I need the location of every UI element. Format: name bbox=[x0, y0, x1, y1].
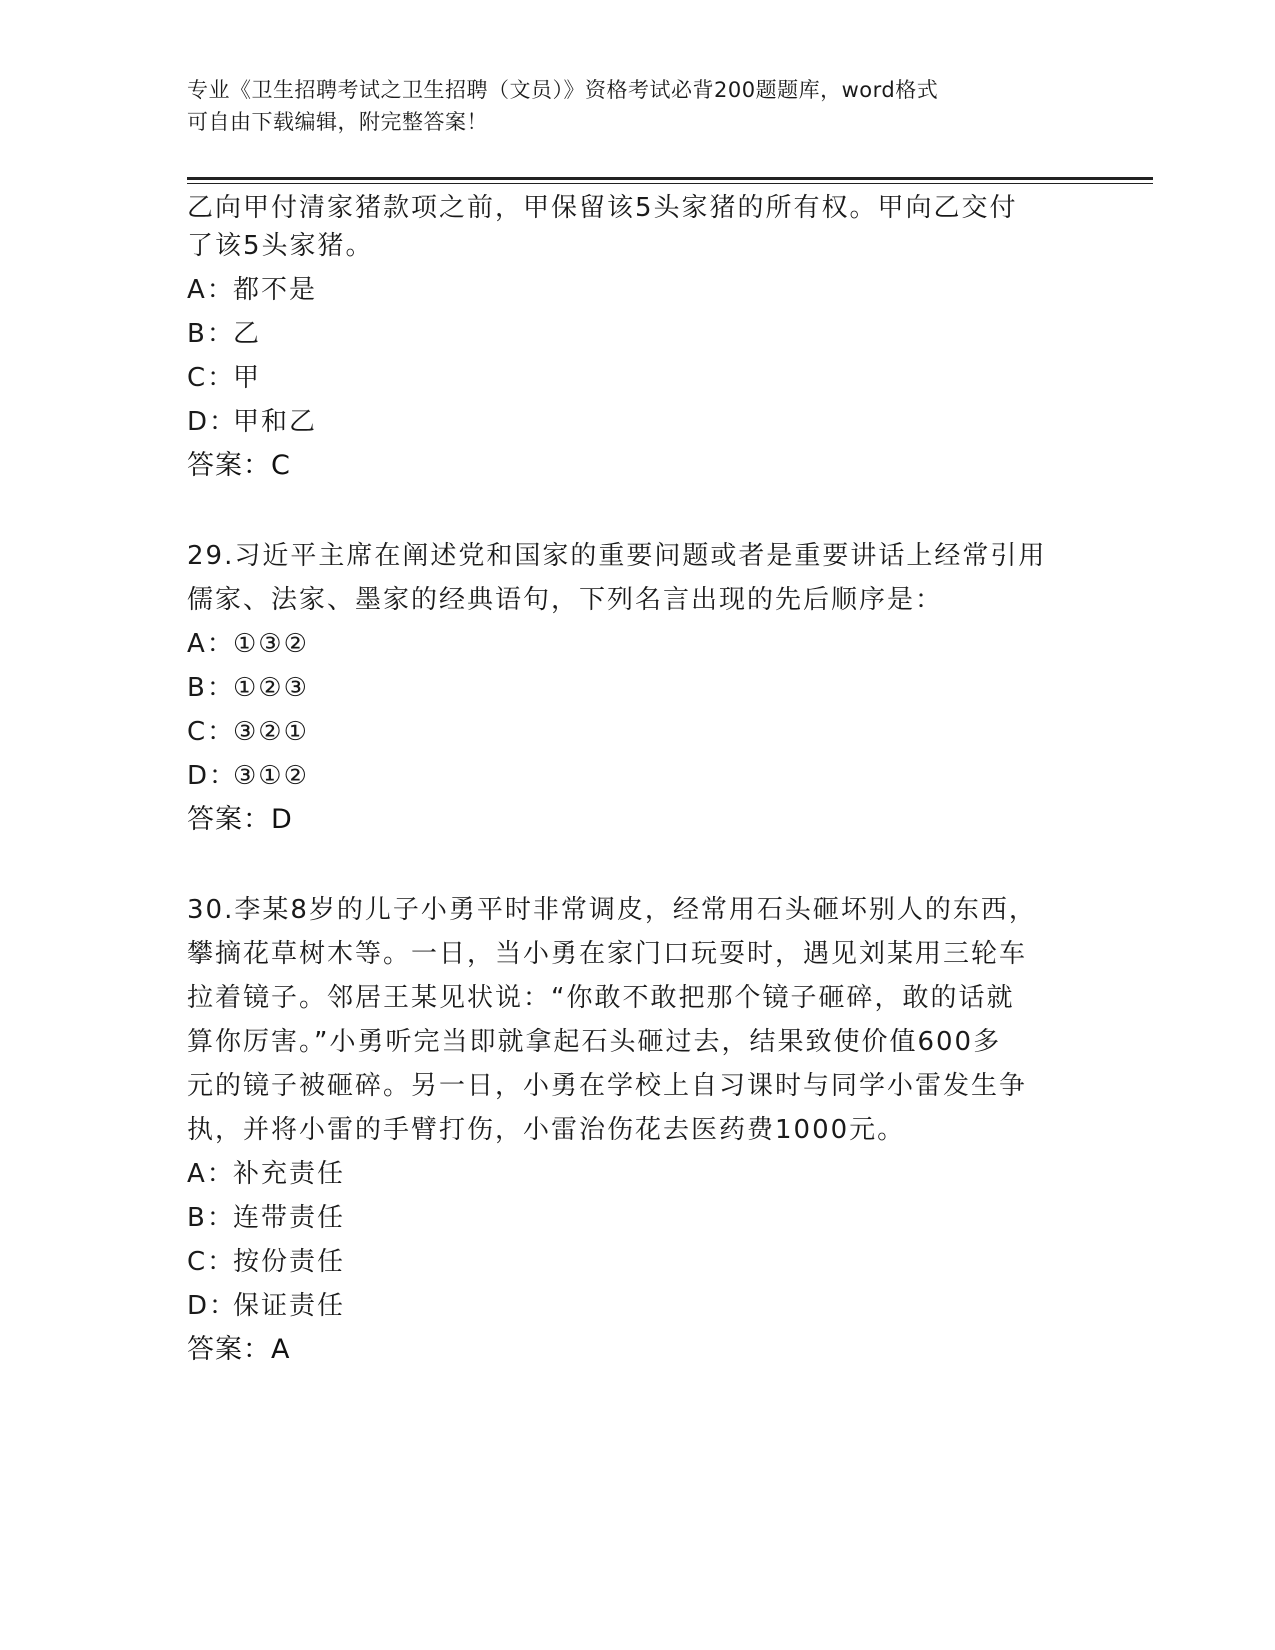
option-text: ①③② bbox=[233, 629, 309, 659]
option-text: 甲和乙 bbox=[233, 407, 318, 437]
header-line-2: 可自由下载编辑，附完整答案！ bbox=[187, 110, 488, 134]
q30-text-line-2: 攀摘花草树木等。一日，当小勇在家门口玩耍时，遇见刘某用三轮车 bbox=[187, 939, 1028, 969]
q30-text-line-3: 拉着镜子。邻居王某见状说：“你敢不敢把那个镜子砸碎，敢的话就 bbox=[187, 983, 1015, 1013]
q30-text-line-4: 算你厉害。”小勇听完当即就拿起石头砸过去，结果致使价值600多 bbox=[187, 1027, 1002, 1057]
option-letter: B： bbox=[187, 319, 235, 349]
option-text: 都不是 bbox=[233, 275, 318, 305]
q28-option-d bbox=[187, 407, 317, 437]
option-text: 甲 bbox=[233, 363, 262, 393]
q28-option-b bbox=[187, 319, 261, 349]
q30-option-d bbox=[187, 1291, 345, 1321]
option-text: 补充责任 bbox=[233, 1159, 346, 1189]
option-letter: C： bbox=[187, 1247, 236, 1277]
option-letter: C： bbox=[187, 363, 236, 393]
header-line-1: 专业《卫生招聘考试之卫生招聘（文员）》资格考试必背200题题库，word格式 bbox=[187, 78, 939, 102]
q29-answer: 答案：D bbox=[187, 804, 293, 835]
q29-option-d bbox=[187, 761, 309, 791]
option-letter: D： bbox=[187, 407, 238, 437]
q30-option-a bbox=[187, 1159, 345, 1189]
option-text: 按份责任 bbox=[233, 1247, 346, 1277]
q30-text-line-5: 元的镜子被砸碎。另一日，小勇在学校上自习课时与同学小雷发生争 bbox=[187, 1071, 1028, 1101]
option-letter: D： bbox=[187, 1291, 238, 1321]
q29-option-c bbox=[187, 717, 309, 747]
q30-option-c bbox=[187, 1247, 345, 1277]
option-letter: C： bbox=[187, 717, 236, 747]
option-text: 连带责任 bbox=[233, 1203, 346, 1233]
q30-text-line-1: 30.李某8岁的儿子小勇平时非常调皮，经常用石头砸坏别人的东西， bbox=[187, 895, 1037, 925]
option-text: ③②① bbox=[233, 717, 309, 747]
option-letter: A： bbox=[187, 1159, 235, 1189]
q30-option-b bbox=[187, 1203, 345, 1233]
q30-text-line-6: 执，并将小雷的手臂打伤，小雷治伤花去医药费1000元。 bbox=[187, 1115, 906, 1145]
q28-answer: 答案：C bbox=[187, 450, 291, 481]
q28-text-line-1: 乙向甲付清家猪款项之前，甲保留该5头家猪的所有权。甲向乙交付 bbox=[187, 193, 1018, 223]
q29-option-a bbox=[187, 629, 309, 659]
document-header bbox=[187, 74, 1087, 138]
option-text: ③①② bbox=[233, 761, 309, 791]
option-text: 乙 bbox=[233, 319, 262, 349]
option-letter: A： bbox=[187, 629, 235, 659]
option-letter: D： bbox=[187, 761, 238, 791]
q28-text-line-2: 了该5头家猪。 bbox=[187, 231, 374, 261]
q28-option-c bbox=[187, 363, 261, 393]
q28-option-a bbox=[187, 275, 317, 305]
q29-text-line-2: 儒家、法家、墨家的经典语句，下列名言出现的先后顺序是： bbox=[187, 585, 944, 615]
option-text: 保证责任 bbox=[233, 1291, 346, 1321]
option-letter: A： bbox=[187, 275, 235, 305]
q29-option-b bbox=[187, 673, 309, 703]
option-text: ①②③ bbox=[233, 673, 309, 703]
header-rule-thin bbox=[187, 183, 1153, 184]
q30-answer: 答案：A bbox=[187, 1334, 291, 1365]
option-letter: B： bbox=[187, 1203, 235, 1233]
header-rule-thick bbox=[187, 177, 1153, 180]
option-letter: B： bbox=[187, 673, 235, 703]
q29-text-line-1: 29.习近平主席在阐述党和国家的重要问题或者是重要讲话上经常引用 bbox=[187, 541, 1047, 571]
